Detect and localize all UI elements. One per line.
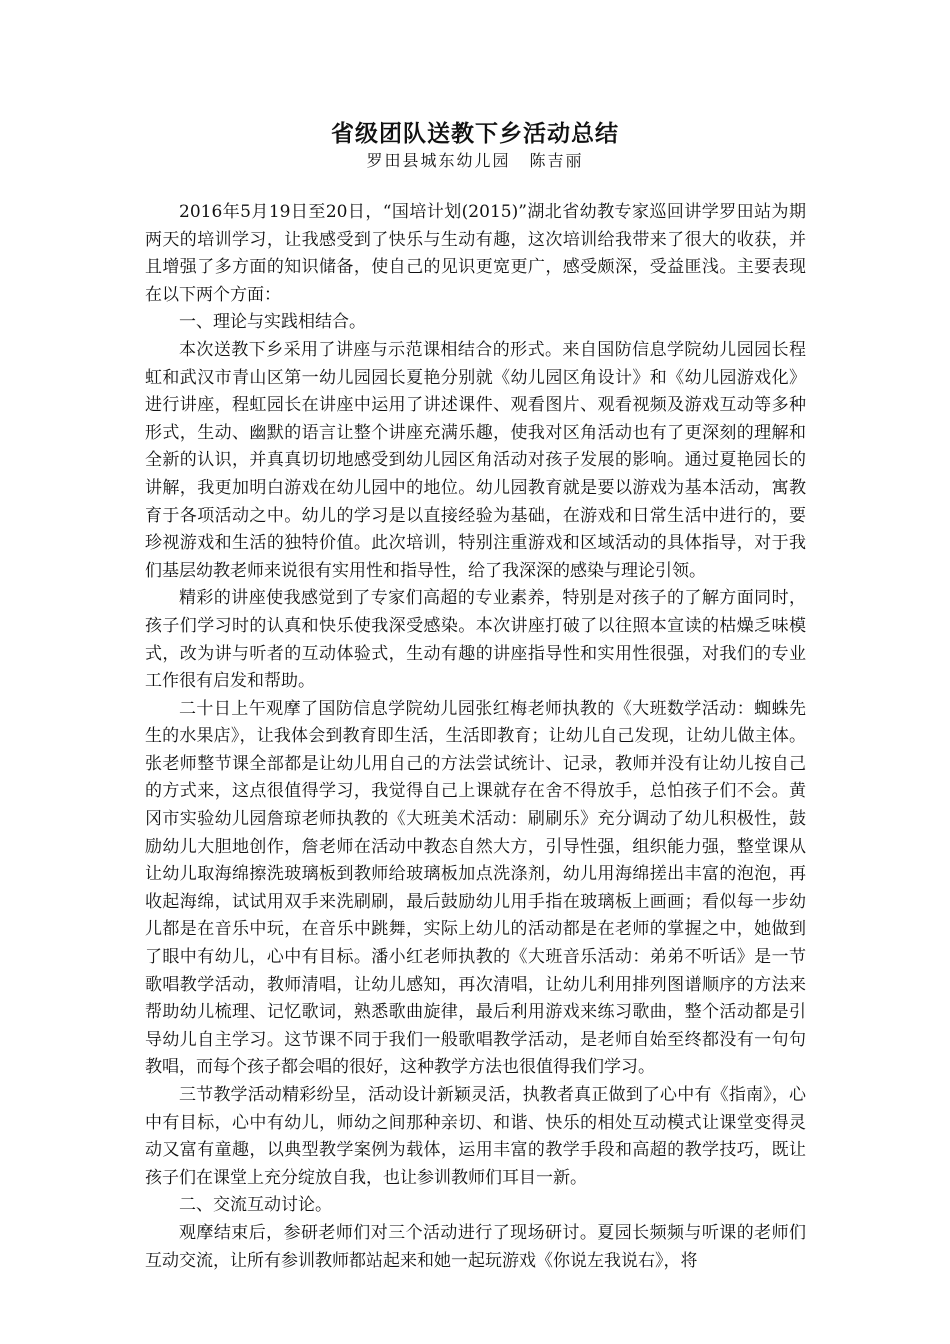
section-heading-1: 一、理论与实践相结合。 [179, 312, 366, 333]
paragraph: 三节教学活动精彩纷呈，活动设计新颖灵活，执教者真正做到了心中有《指南》，心中有目标，心中有幼儿，师幼之间那种亲切、和谐、快乐的相处互动模式让课堂变得灵动又富有童趣，以典型教学案例为载体，运用丰富的教学手段和高超的教学技巧，既让孩子们在课堂上充分绽放自我，也让参训教师们耳目一新。 [145, 1085, 806, 1188]
paragraph: 精彩的讲座使我感觉到了专家们高超的专业素养，特别是对孩子的了解方面同时，孩子们学习时的认真和快乐使我深受感染。本次讲座打破了以往照本宣读的枯燥乏味模式，改为讲与听者的互动体验式，生动有趣的讲座指导性和实用性很强，对我们的专业工作很有启发和帮助。 [145, 588, 806, 692]
section-heading-2: 二、交流互动讨论。 [179, 1195, 332, 1216]
document-title: 省级团队送教下乡活动总结 [331, 121, 619, 147]
paragraph: 二十日上午观摩了国防信息学院幼儿园张红梅老师执教的《大班数学活动：蜘蛛先生的水果店》，让我体会到教育即生活，生活即教育；让幼儿自己发现，让幼儿做主体。张老师整节课全部都是让幼儿用自己的方法尝试统计、记录，教师并没有让幼儿按自己的方式来，这点很值得学习，我觉得自己上课就存在舍不得放手，总怕孩子们不会。黄冈市实验幼儿园詹琼老师执教的《大班美术活动：刷刷乐》充分调动了幼儿积极性，鼓励幼儿大胆地创作，詹老师在活动中教态自然大方，引导性强，组织能力强，整堂课从让幼儿取海绵擦洗玻璃板到教师给玻璃板加点洗涤剂，幼儿用海绵搓出丰富的泡泡，再收起海绵，试试用双手来洗刷刷，最后鼓励幼儿用手指在玻璃板上画画；看似每一步幼儿都是在音乐中玩，在音乐中跳舞，实际上幼儿的活动都是在老师的掌握之中，她做到了眼中有幼儿，心中有目标。潘小红老师执教的《大班音乐活动：弟弟不听话》是一节歌唱教学活动，教师清唱，让幼儿感知，再次清唱，让幼儿利用排列图谱顺序的方法来帮助幼儿梳理、记忆歌词，熟悉歌曲旋律，最后利用游戏来练习歌曲，整个活动都是引导幼儿自主学习。这节课不同于我们一般歌唱教学活动，是老师自始至终都没有一句句教唱，而每个孩子都会唱的很好，这种教学方法也很值得我们学习。 [145, 698, 806, 1078]
document-body [145, 199, 806, 1275]
paragraph: 观摩结束后，参研老师们对三个活动进行了现场研讨。夏园长频频与听课的老师们互动交流，让所有参训教师都站起来和她一起玩游戏《你说左我说右》，将 [145, 1222, 806, 1271]
paragraph-intro: 2016年5月19日至20日，“国培计划(2015)”湖北省幼教专家巡回讲学罗田站为期两天的培训学习，让我感受到了快乐与生动有趣，这次培训给我带来了很大的收获，并且增强了多方面的知识储备，使自己的见识更宽更广，感受颇深，受益匪浅。主要表现在以下两个方面： [145, 202, 806, 305]
author-line: 罗田县城东幼儿园 陈吉丽 [366, 151, 584, 170]
paragraph: 本次送教下乡采用了讲座与示范课相结合的形式。来自国防信息学院幼儿园园长程虹和武汉市青山区第一幼儿园园长夏艳分别就《幼儿园区角设计》和《幼儿园游戏化》进行讲座，程虹园长在讲座中运用了讲述课件、观看图片、观看视频及游戏互动等多种形式，生动、幽默的语言让整个讲座充满乐趣，使我对区角活动也有了更深刻的理解和全新的认识，并真真切切地感受到幼儿园区角活动对孩子发展的影响。通过夏艳园长的讲解，我更加明白游戏在幼儿园中的地位。幼儿园教育就是要以游戏为基本活动，寓教育于各项活动之中。幼儿的学习是以直接经验为基础，在游戏和日常生活中进行的，要珍视游戏和生活的独特价值。此次培训，特别注重游戏和区域活动的具体指导，对于我们基层幼教老师来说很有实用性和指导性，给了我深深的感染与理论引领。 [145, 339, 806, 581]
